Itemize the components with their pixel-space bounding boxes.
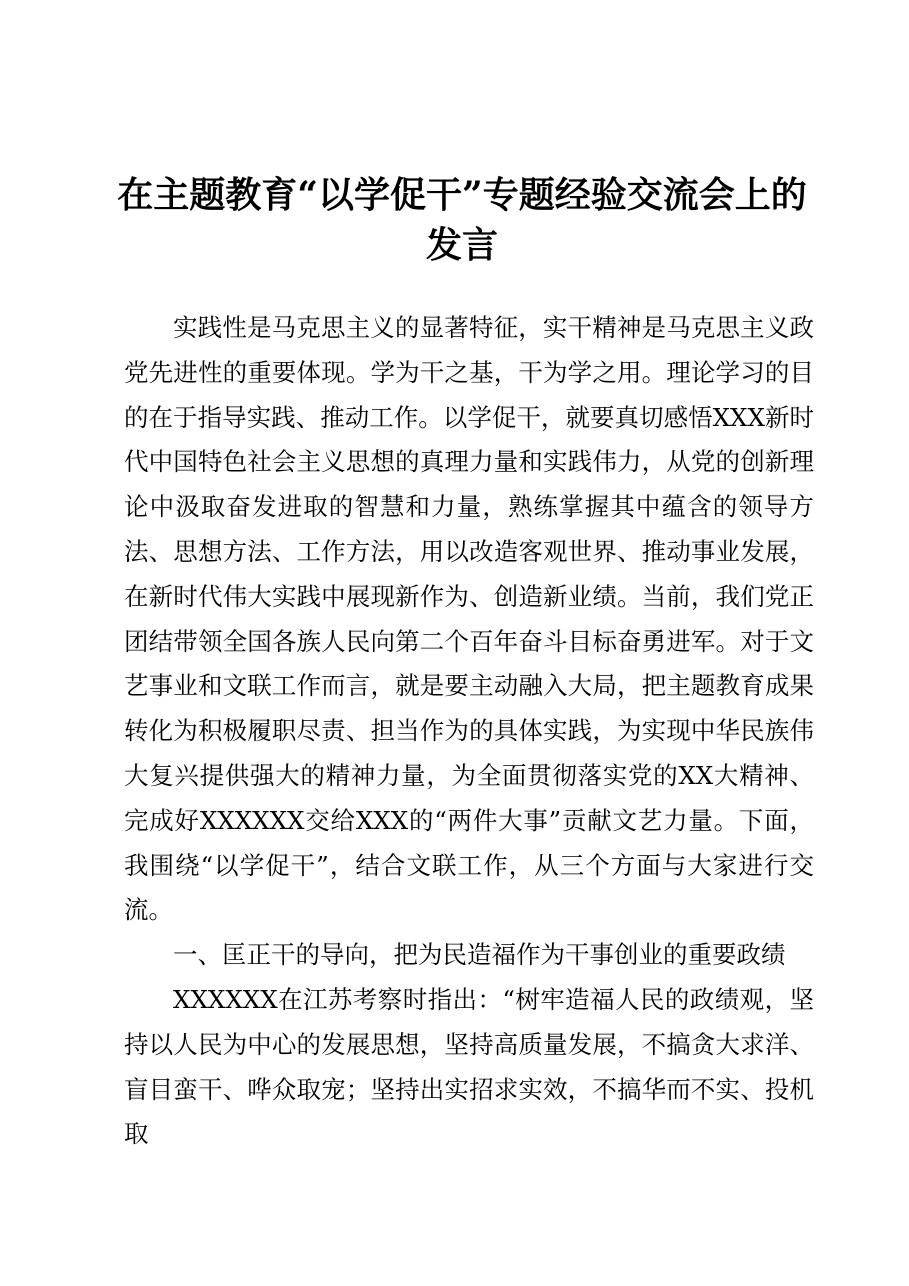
document-title: 在主题教育“以学促干”专题经验交流会上的发言 [117,174,807,266]
section-heading-1: 一、匡正干的导向，把为民造福作为干事创业的重要政绩 [173,940,786,970]
document-body [124,306,814,1157]
intro-paragraph: 实践性是马克思主义的显著特征，实干精神是马克思主义政党先进性的重要体现。学为干之基，干为学之用。理论学习的目的在于指导实践、推动工作。以学促干，就要真切感悟XXX新时代中国特色社会主义思想的真理力量和实践伟力，从党的创新理论中汲取奋发进取的智慧和力量，熟练掌握其中蕴含的领导方法、思想方法、工作方法，用以改造客观世界、推动事业发展，在新时代伟大实践中展现新作为、创造新业绩。当前，我们党正团结带领全国各族人民向第二个百年奋斗目标奋勇进军。对于文艺事业和文联工作而言，就是要主动融入大局，把主题教育成果转化为积极履职尽责、担当作为的具体实践，为实现中华民族伟大复兴提供强大的精神力量，为全面贯彻落实党的XX大精神、完成好XXXXXX交给XXX的“两件大事”贡献文艺力量。下面，我围绕“以学促干”，结合文联工作，从三个方面与大家进行交流。 [124,313,814,925]
section-1-paragraph: XXXXXX在江苏考察时指出：“树牢造福人民的政绩观，坚持以人民为中心的发展思想，坚持高质量发展，不搞贪大求洋、盲目蛮干、哗众取宠；坚持出实招求实效，不搞华而不实、投机取 [124,984,814,1149]
